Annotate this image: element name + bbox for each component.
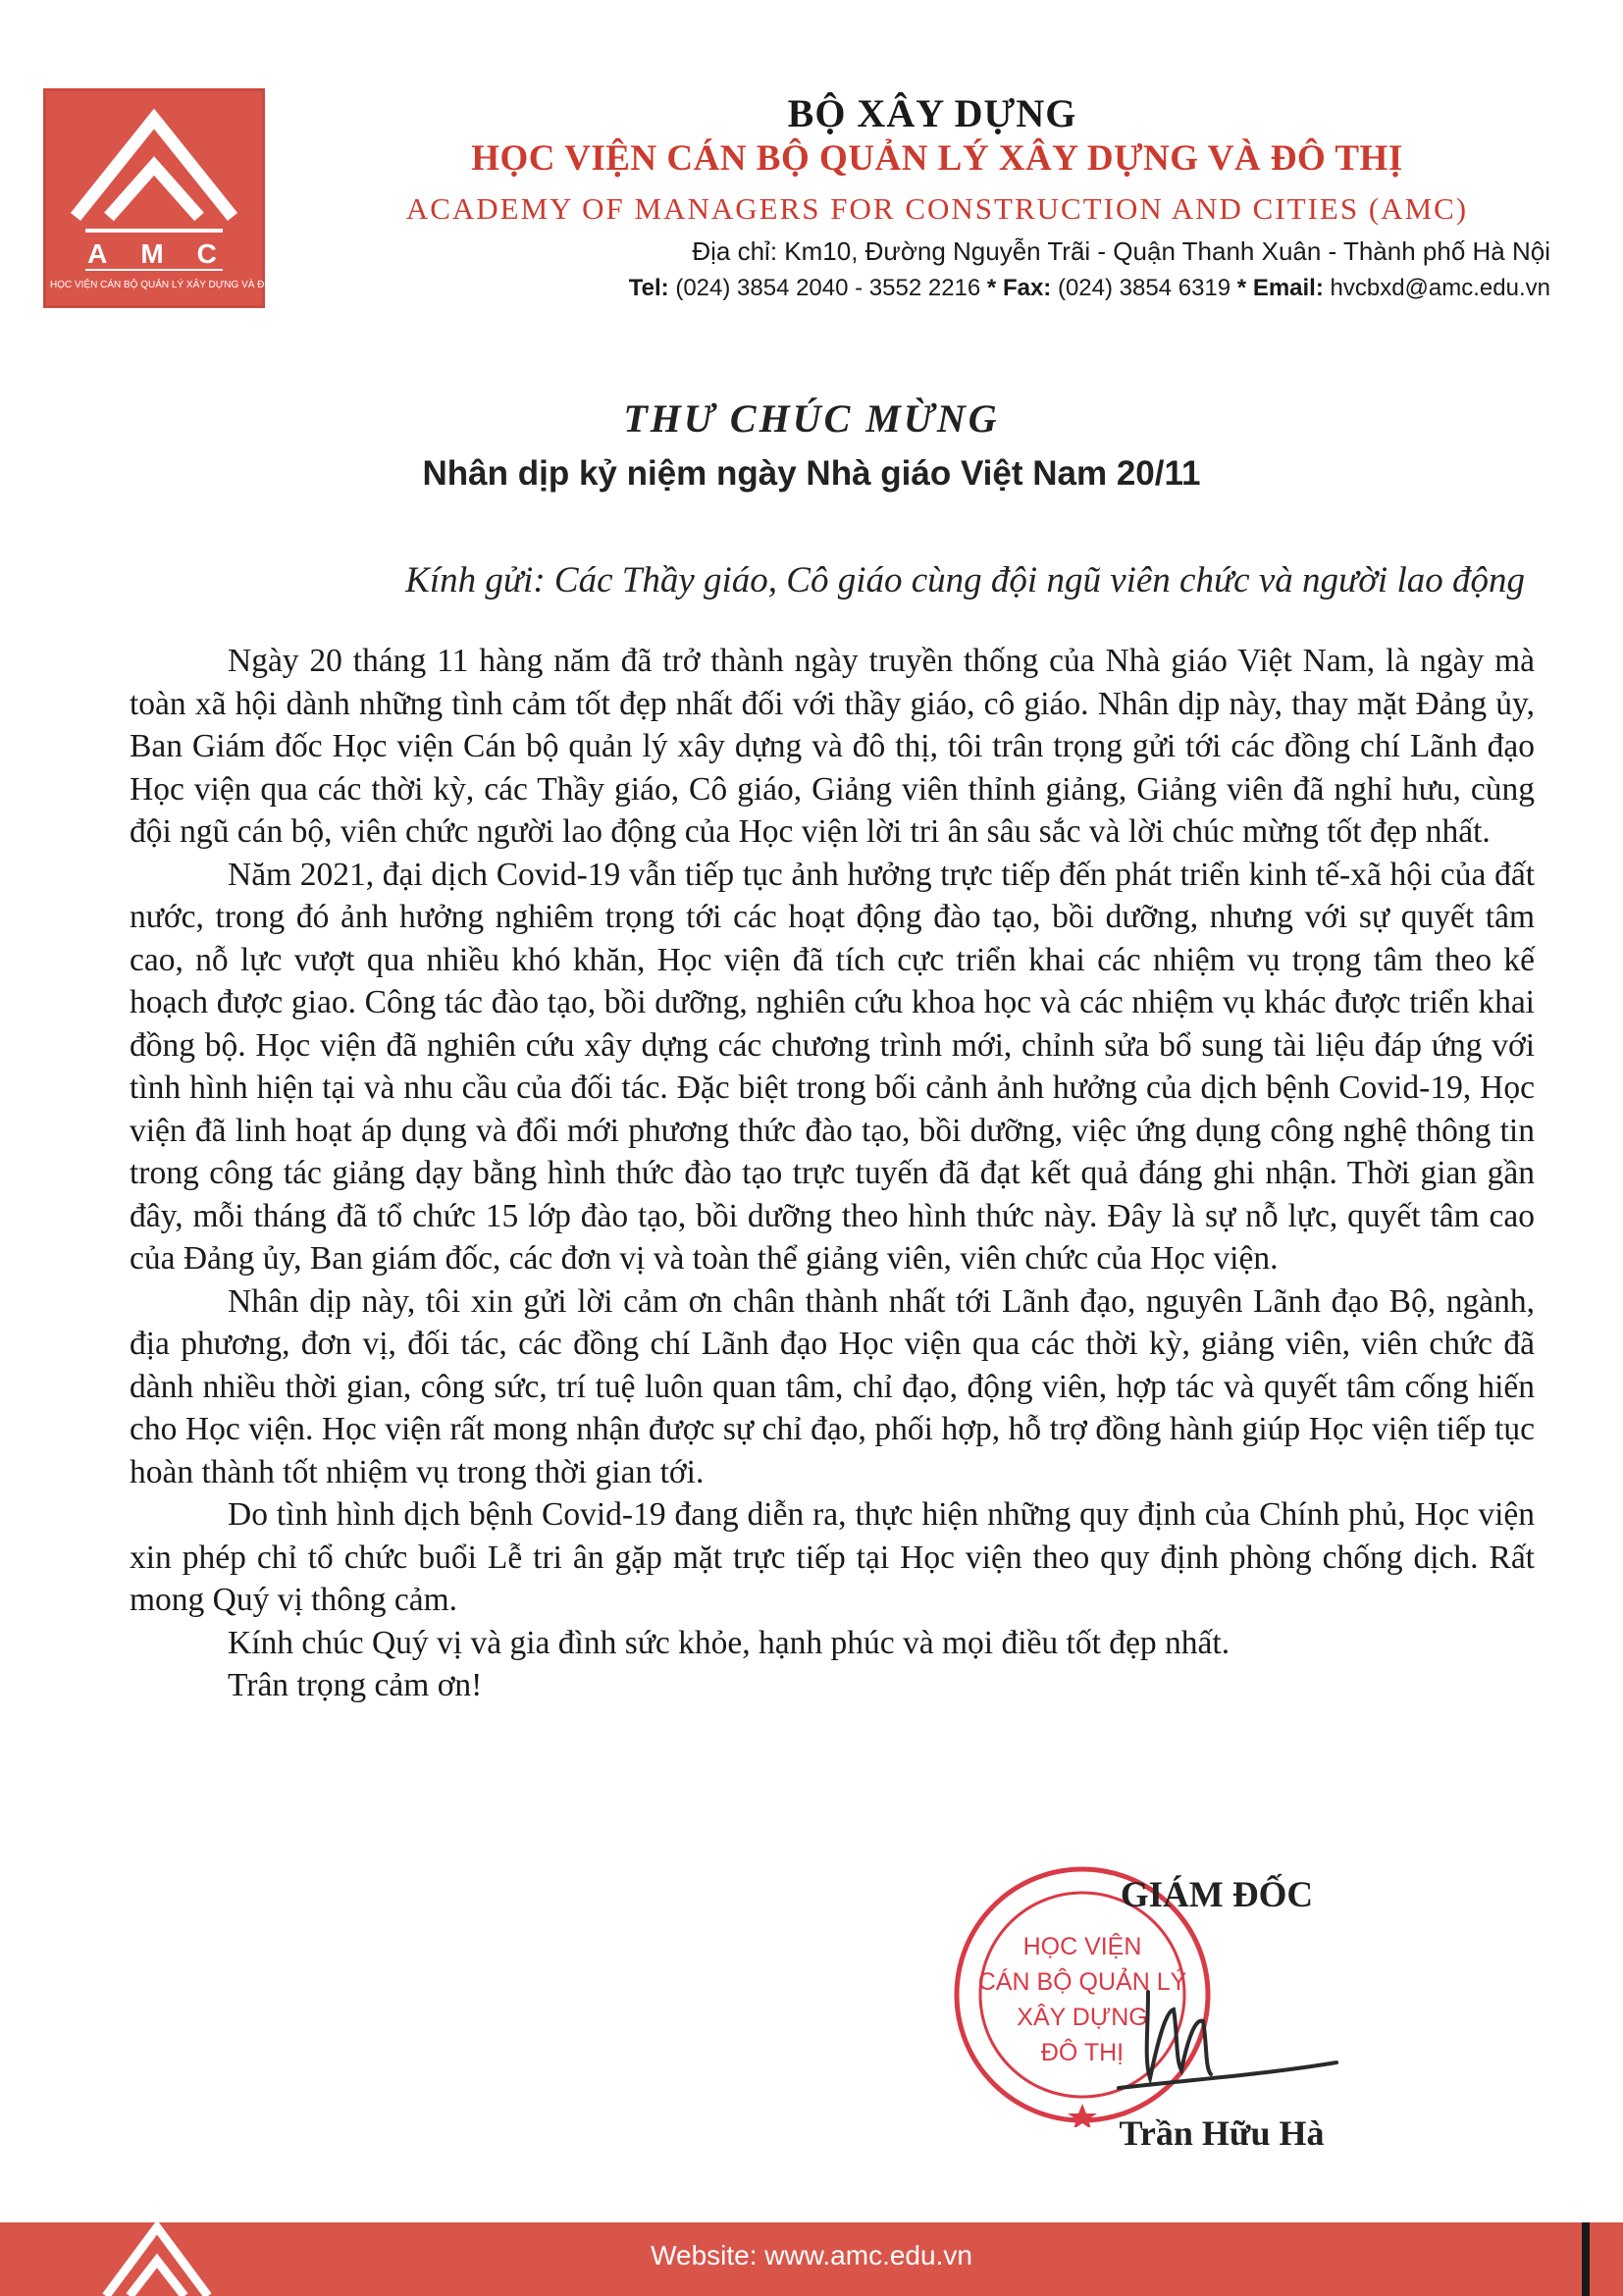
letter-body [130,640,1535,1707]
body-paragraph: Trân trọng cảm ơn! [228,1667,483,1703]
signer-name: Trần Hữu Hà [1119,2113,1325,2153]
stamp-line: CÁN BỘ QUẢN LÝ [977,1968,1187,1996]
body-paragraph: Ngày 20 tháng 11 hàng năm đã trở thành ngày truyền thống của Nhà giáo Việt Nam, là ngày mà toàn xã hội dành những tình cảm tốt đẹp nhất đối với thầy giáo, cô giáo. Nhân dịp này, thay mặt Đảng ủy, Ban Giám đốc Học viện Cán bộ quản lý xây dựng và đô thị, tôi trân trọng gửi tới các đồng chí Lãnh đạo Học viện qua các thời kỳ, các Thầy giáo, Cô giáo, Giảng viên thỉnh giảng, Giảng viên đã nghỉ hưu, cùng đội ngũ cán bộ, viên chức người lao động của Học viện lời tri ân sâu sắc và lời chúc mừng tốt đẹp nhất. [130,643,1535,850]
logo-caption: HỌC VIỆN CÁN BỘ QUẢN LÝ XÂY DỰNG VÀ ĐÔ THỊ [50,280,290,290]
academy-name-vn: HỌC VIỆN CÁN BỘ QUẢN LÝ XÂY DỰNG VÀ ĐÔ THỊ [471,138,1403,179]
footer-edge-divider [1582,2222,1590,2296]
stamp-line: XÂY DỰNG [1017,2004,1148,2031]
handwritten-signature-icon [1079,1953,1354,2100]
logo-letters: AMC [87,238,250,269]
signer-title: GIÁM ĐỐC [1120,1875,1314,1915]
tel-label: Tel: [628,275,669,301]
academy-contact [324,275,1550,302]
academy-address: Địa chỉ: Km10, Đường Nguyễn Trãi - Quận Thanh Xuân - Thành phố Hà Nội [692,236,1550,266]
salutation: Kính gửi: Các Thầy giáo, Cô giáo cùng đội ngũ viên chức và người lao động [405,560,1525,600]
stamp-line: HỌC VIỆN [1022,1933,1142,1960]
letter-title: THƯ CHÚC MỪNG [623,396,1000,441]
stamp-line: ĐÔ THỊ [1040,2039,1125,2066]
email-label: Email: [1252,275,1324,301]
fax-value: (024) 3854 6319 [1057,275,1231,301]
academy-name-en: ACADEMY OF MANAGERS FOR CONSTRUCTION AND CITIES (AMC) [405,191,1469,226]
body-paragraph: Kính chúc Quý vị và gia đình sức khỏe, hạnh phúc và mọi điều tốt đẹp nhất. [228,1624,1230,1661]
body-paragraph: Do tình hình dịch bệnh Covid-19 đang diễn ra, thực hiện những quy định của Chính phủ, Học viện xin phép chỉ tổ chức buổi Lễ tri ân gặp mặt trực tiếp tại Học viện theo quy định phòng chống dịch. Rất mong Quý vị thông cảm. [130,1496,1535,1618]
separator: * [986,275,997,301]
letter-subtitle: Nhân dịp kỷ niệm ngày Nhà giáo Việt Nam 20/11 [422,454,1201,493]
body-paragraph: Nhân dịp này, tôi xin gửi lời cảm ơn chân thành nhất tới Lãnh đạo, nguyên Lãnh đạo Bộ, ngành, địa phương, đơn vị, đối tác, các đồng chí Lãnh đạo Học viện qua các thời kỳ, giảng viên, viên chức đã dành nhiều thời gian, công sức, trí tuệ luôn quan tâm, chỉ đạo, động viên, hợp tác và quyết tâm cống hiến cho Học viện. Học viện rất mong nhận được sự chỉ đạo, phối hợp, hỗ trợ đồng hành giúp Học viện tiếp tục hoàn thành tốt nhiệm vụ trong thời gian tới. [130,1282,1535,1490]
email-value[interactable]: hvcbxd@amc.edu.vn [1330,275,1550,301]
fax-label: Fax: [1002,275,1052,301]
ministry-name: BỘ XÂY DỰNG [787,91,1077,135]
separator: * [1236,275,1247,301]
body-paragraph: Năm 2021, đại dịch Covid-19 vẫn tiếp tục ảnh hưởng trực tiếp đến phát triển kinh tế-xã hội của đất nước, trong đó ảnh hưởng nghiêm trọng tới các hoạt động đào tạo, bồi dưỡng, nhưng với sự quyết tâm cao, nỗ lực vượt qua nhiều khó khăn, Học viện đã tích cực triển khai các nhiệm vụ trọng tâm theo kế hoạch được giao. Công tác đào tạo, bồi dưỡng, nghiên cứu khoa học và các nhiệm vụ khác được triển khai đồng bộ. Học viện đã nghiên cứu xây dựng các chương trình mới, chỉnh sửa bổ sung tài liệu đáp ứng với tình hình hiện tại và nhu cầu của đối tác. Đặc biệt trong bối cảnh ảnh hưởng của dịch bệnh Covid-19, Học viện đã linh hoạt áp dụng và đổi mới phương thức đào tạo, bồi dưỡng, việc ứng dụng công nghệ thông tin trong công tác giảng dạy bằng hình thức đào tạo trực tuyến đã đạt kết quả đáng ghi nhận. Thời gian gần đây, mỗi tháng đã tổ chức 15 lớp đào tạo, bồi dưỡng theo hình thức này. Đây là sự nỗ lực, quyết tâm cao của Đảng ủy, Ban giám đốc, các đơn vị và toàn thể giảng viên, viên chức của Học viện. [130,856,1535,1277]
footer-website-link[interactable]: Website: www.amc.edu.vn [651,2240,972,2270]
amc-logo [43,88,290,308]
tel-value: (024) 3854 2040 - 3552 2216 [675,275,981,301]
logo-emblem-icon [46,91,290,305]
